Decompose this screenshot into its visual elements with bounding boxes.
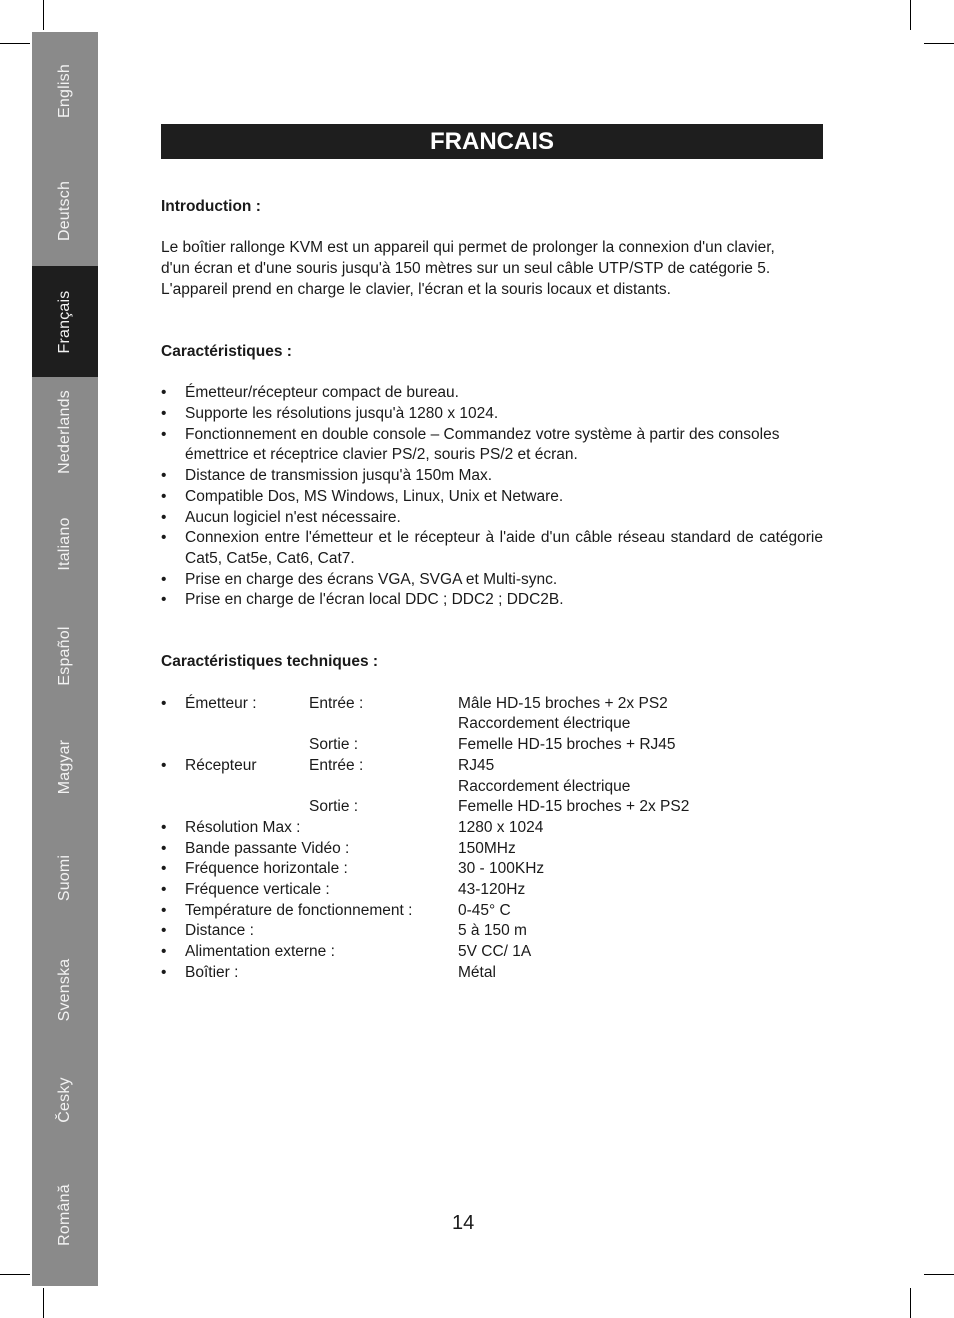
tab-francais[interactable] <box>32 266 98 377</box>
spec-row <box>161 859 823 880</box>
language-sidebar <box>32 32 98 1286</box>
intro-line: d'un écran et d'une souris jusqu'à 150 mètres sur un seul câble UTP/STP de catégorie 5. <box>161 260 771 278</box>
bullet: • <box>161 384 167 402</box>
bullet: • <box>161 570 167 588</box>
spec-label: Résolution Max : <box>185 818 301 836</box>
list-item <box>161 570 823 591</box>
list-item <box>161 466 823 487</box>
spec-bullet: • <box>161 943 167 961</box>
spec-row <box>161 694 823 715</box>
spec-bullet: • <box>161 880 167 898</box>
spec-label: Fréquence verticale : <box>185 880 330 898</box>
list-item <box>161 487 823 508</box>
crop-mark <box>0 43 30 44</box>
feature-text: Aucun logiciel n'est nécessaire. <box>185 508 401 526</box>
tab-label: Svenska <box>56 958 73 1022</box>
crop-mark <box>0 1274 30 1275</box>
specs-heading: Caractéristiques techniques : <box>161 653 379 671</box>
spec-value: 0-45° C <box>458 901 511 919</box>
spec-label: Alimentation externe : <box>185 943 335 961</box>
bullet: • <box>161 467 167 485</box>
tab-label: Français <box>56 290 73 353</box>
spec-label: Bande passante Vidéo : <box>185 839 350 857</box>
tab-svenska[interactable] <box>32 933 98 1047</box>
spec-label: Boîtier : <box>185 963 239 981</box>
crop-mark <box>910 0 911 30</box>
feature-text: Prise en charge de l'écran local DDC ; DDC2 ; DDC2B. <box>185 591 564 609</box>
spec-sublabel: Sortie : <box>309 736 359 754</box>
spec-bullet: • <box>161 818 167 836</box>
list-item <box>161 528 823 569</box>
spec-value: 1280 x 1024 <box>458 818 544 836</box>
page-title: FRANCAIS <box>430 128 554 155</box>
spec-value: Femelle HD-15 broches + RJ45 <box>458 736 676 754</box>
spec-sublabel: Sortie : <box>309 798 359 816</box>
tab-label: Suomi <box>56 854 73 902</box>
spec-row <box>161 797 823 818</box>
tab-label: Română <box>56 1184 73 1246</box>
spec-sublabel: Entrée : <box>309 756 364 774</box>
spec-label: Température de fonctionnement : <box>185 901 413 919</box>
spec-row <box>161 714 823 735</box>
bullet: • <box>161 425 167 443</box>
spec-value: 5V CC/ 1A <box>458 943 532 961</box>
spec-bullet: • <box>161 963 167 981</box>
spec-row <box>161 880 823 901</box>
spec-value: Mâle HD-15 broches + 2x PS2 <box>458 694 668 712</box>
spec-label: Fréquence horizontale : <box>185 860 348 878</box>
tab-label: Nederlands <box>56 390 73 474</box>
spec-bullet: • <box>161 860 167 878</box>
tab-nederlands[interactable] <box>32 377 98 487</box>
features-list <box>161 383 823 611</box>
bullet: • <box>161 529 167 547</box>
spec-value: Raccordement électrique <box>458 715 631 733</box>
tab-label: Česky <box>56 1077 73 1123</box>
spec-value: Métal <box>458 963 496 981</box>
spec-row <box>161 921 823 942</box>
crop-mark <box>910 1288 911 1318</box>
tab-label: Español <box>56 626 73 686</box>
spec-row <box>161 942 823 963</box>
spec-row <box>161 963 823 984</box>
feature-text: Compatible Dos, MS Windows, Linux, Unix et Netware. <box>185 487 564 505</box>
spec-label: Distance : <box>185 922 254 940</box>
feature-text: Connexion entre l'émetteur et le récepteur à l'aide d'un câble réseau standard de catégorie Cat5, Cat5e, Cat6, Cat7. <box>185 529 823 567</box>
spec-bullet: • <box>161 901 167 919</box>
list-item <box>161 508 823 529</box>
tab-romana[interactable] <box>32 1153 98 1277</box>
crop-mark <box>924 43 954 44</box>
spec-label: Récepteur <box>185 756 257 774</box>
bullet: • <box>161 487 167 505</box>
spec-value: Raccordement électrique <box>458 777 631 795</box>
tab-espanol[interactable] <box>32 601 98 711</box>
intro-line: L'appareil prend en charge le clavier, l'écran et la souris locaux et distants. <box>161 280 671 298</box>
crop-mark <box>43 0 44 30</box>
spec-row <box>161 777 823 798</box>
feature-text: Fonctionnement en double console – Commandez votre système à partir des consoles émettrice et réceptrice clavier PS/2, souris PS/2 et écran. <box>185 425 780 464</box>
list-item <box>161 383 823 404</box>
feature-text: Distance de transmission jusqu'à 150m Max. <box>185 467 493 485</box>
spec-row <box>161 818 823 839</box>
tab-label: English <box>56 64 73 118</box>
bullet: • <box>161 404 167 422</box>
tab-label: Italiano <box>56 517 73 571</box>
list-item <box>161 404 823 425</box>
specs-table <box>161 694 823 984</box>
spec-bullet: • <box>161 756 167 774</box>
tab-deutsch[interactable] <box>32 156 98 266</box>
tab-label: Deutsch <box>56 180 73 242</box>
tab-label: Magyar <box>56 739 73 795</box>
spec-bullet: • <box>161 694 167 712</box>
spec-sublabel: Entrée : <box>309 694 364 712</box>
list-item <box>161 590 823 611</box>
spec-value: 43-120Hz <box>458 880 526 898</box>
page-number: 14 <box>452 1212 475 1234</box>
spec-value: Femelle HD-15 broches + 2x PS2 <box>458 798 690 816</box>
tab-cesky[interactable] <box>32 1047 98 1153</box>
crop-mark <box>43 1288 44 1318</box>
tab-italiano[interactable] <box>32 487 98 601</box>
bullet: • <box>161 508 167 526</box>
features-heading: Caractéristiques : <box>161 342 292 360</box>
spec-label: Émetteur : <box>185 694 257 712</box>
bullet: • <box>161 591 167 609</box>
crop-mark <box>924 1274 954 1275</box>
spec-row <box>161 735 823 756</box>
tab-magyar[interactable] <box>32 711 98 823</box>
spec-value: RJ45 <box>458 756 495 774</box>
spec-bullet: • <box>161 839 167 857</box>
section-title-bar <box>161 124 823 159</box>
spec-row <box>161 901 823 922</box>
main-content <box>161 197 823 983</box>
list-item <box>161 425 823 466</box>
feature-text: Prise en charge des écrans VGA, SVGA et Multi-sync. <box>185 570 558 588</box>
feature-text: Émetteur/récepteur compact de bureau. <box>185 384 459 402</box>
feature-text: Supporte les résolutions jusqu'à 1280 x 1024. <box>185 404 499 422</box>
spec-row <box>161 839 823 860</box>
tab-suomi[interactable] <box>32 823 98 933</box>
tab-english[interactable] <box>32 32 98 150</box>
intro-line: Le boîtier rallonge KVM est un appareil qui permet de prolonger la connexion d'un clavier, <box>161 239 775 257</box>
spec-value: 30 - 100KHz <box>458 860 545 878</box>
spec-row <box>161 756 823 777</box>
spec-value: 150MHz <box>458 839 516 857</box>
spec-value: 5 à 150 m <box>458 922 527 940</box>
intro-heading: Introduction : <box>161 198 261 215</box>
spec-bullet: • <box>161 922 167 940</box>
